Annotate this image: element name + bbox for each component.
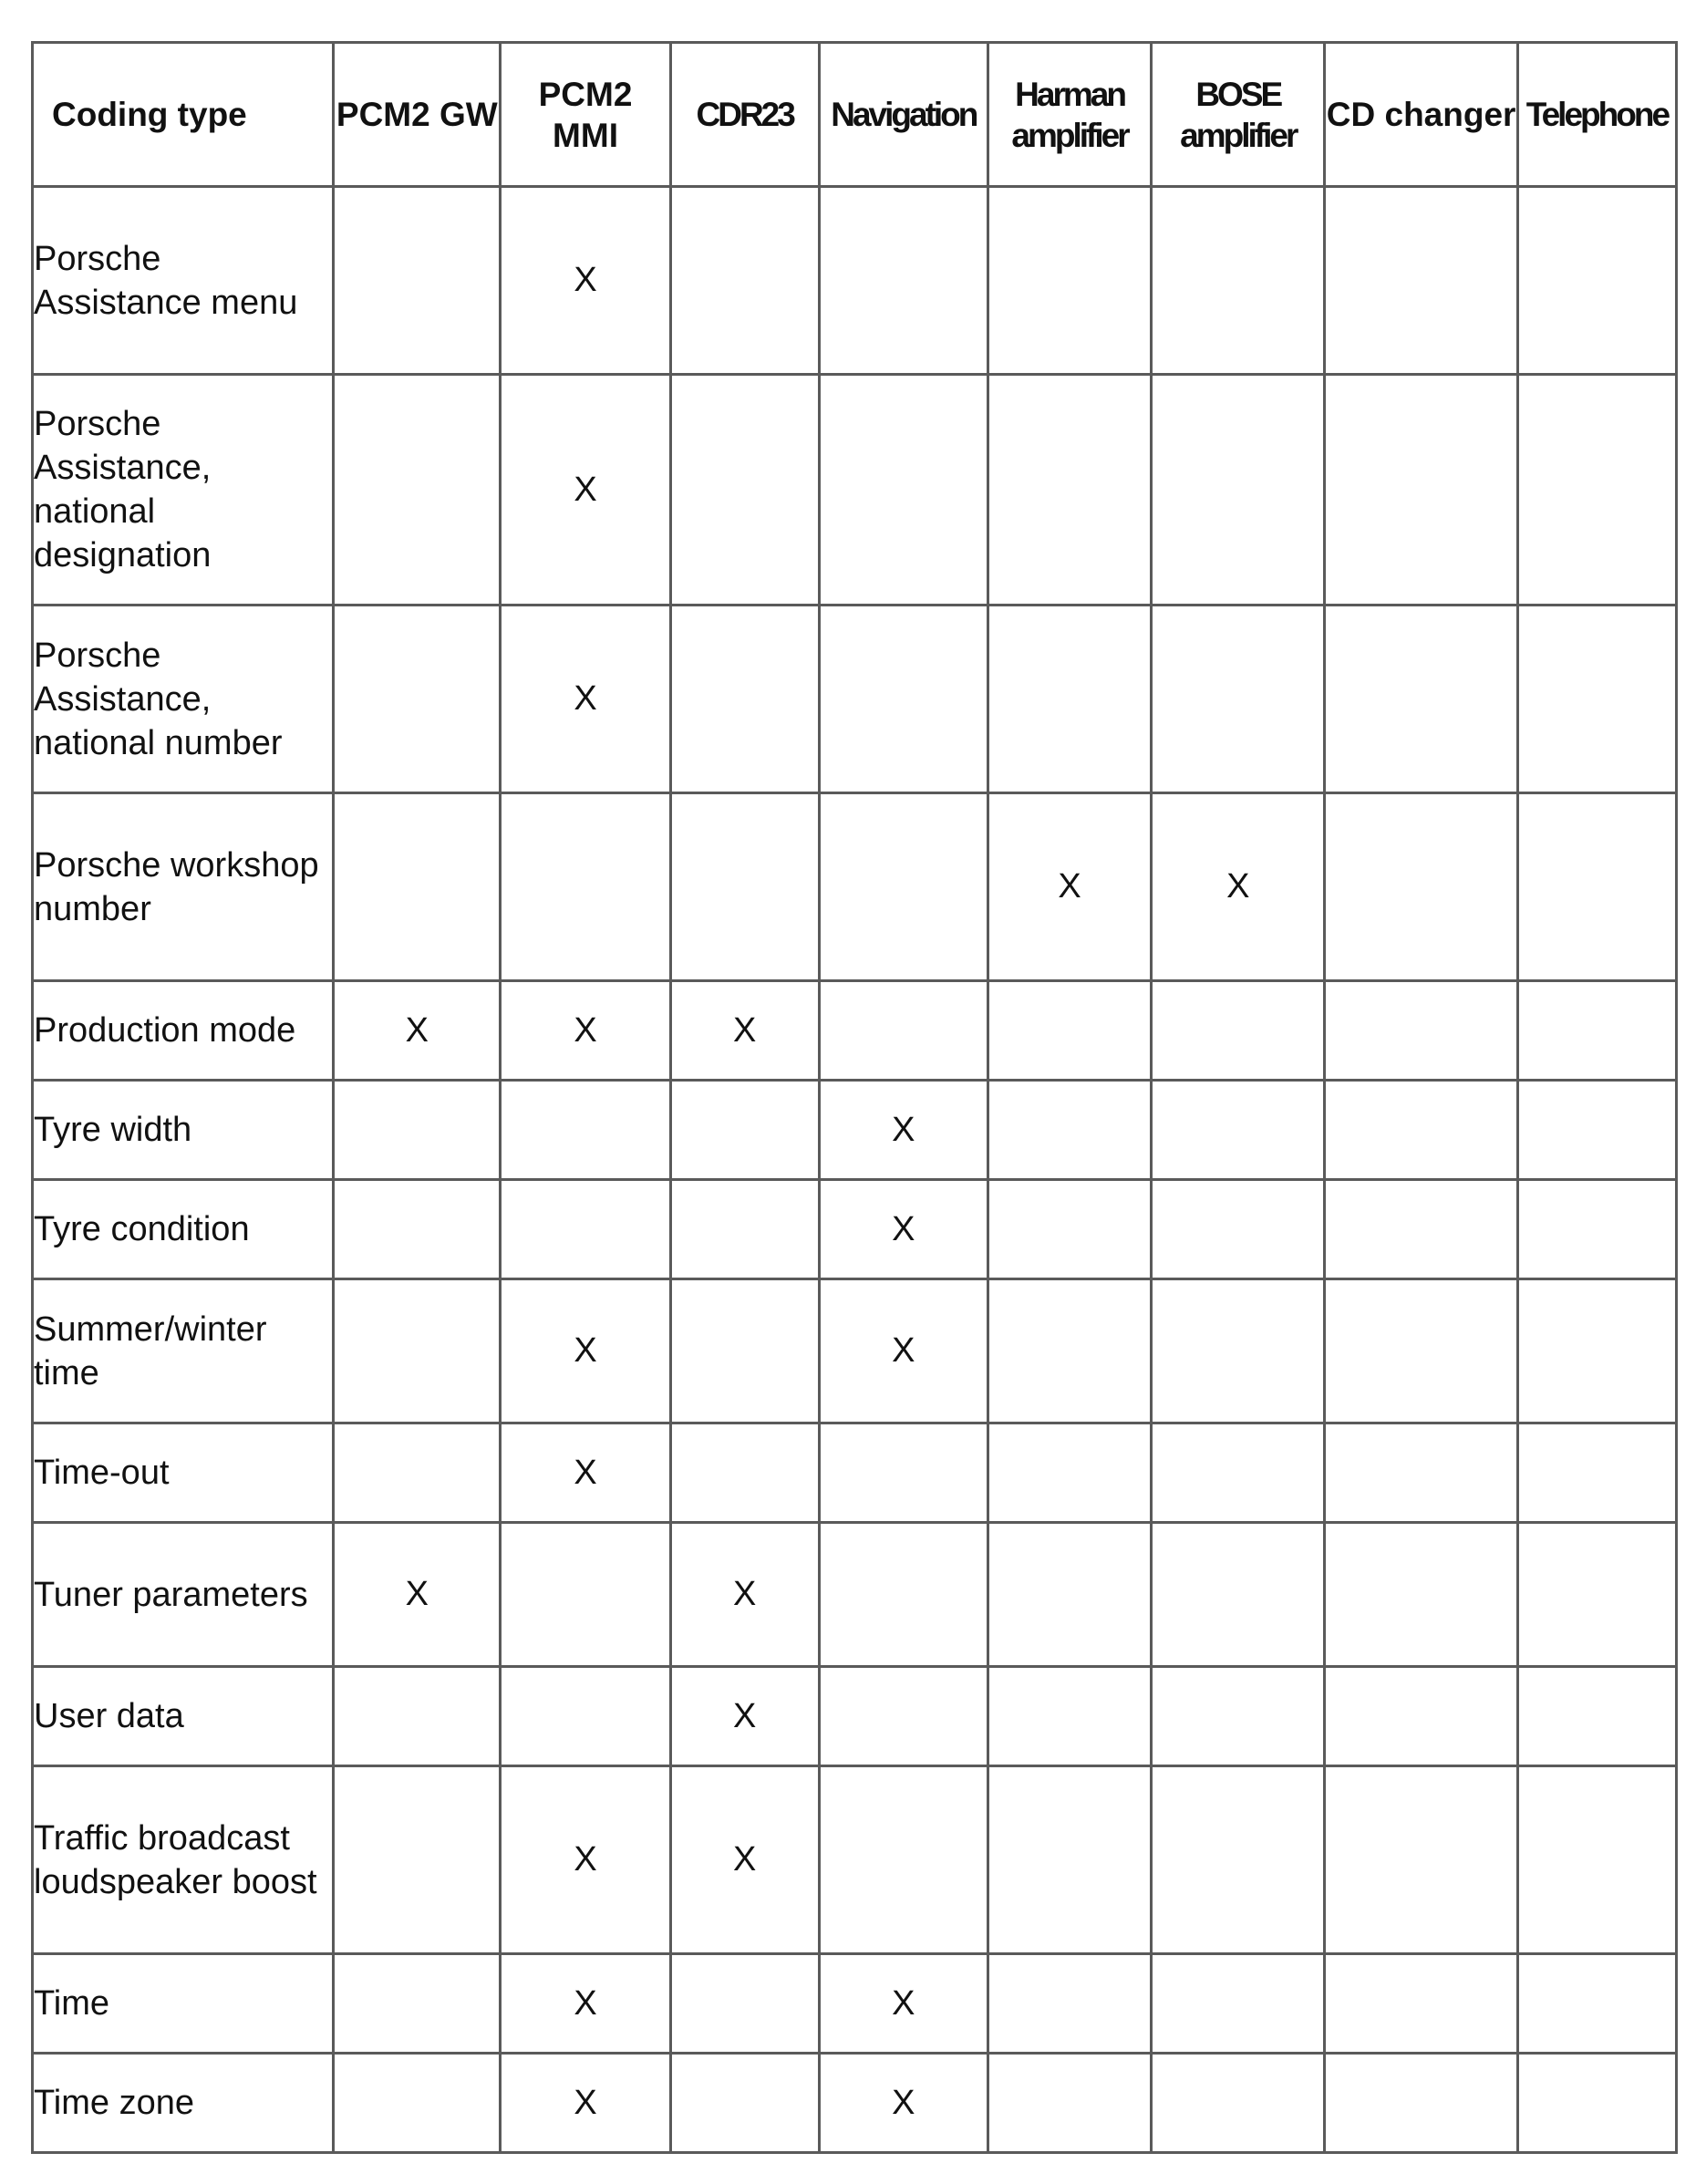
pcm2-mmi-cell: X — [501, 2054, 670, 2153]
harman-amplifier-cell — [988, 1766, 1151, 1954]
telephone-cell — [1517, 606, 1676, 793]
table-row — [33, 1279, 1677, 1423]
harman-amplifier-cell: X — [988, 793, 1151, 981]
navigation-cell — [819, 793, 988, 981]
pcm2-gw-cell — [334, 793, 501, 981]
bose-amplifier-cell — [1152, 1523, 1325, 1667]
bose-amplifier-cell — [1152, 187, 1325, 375]
header-cd-changer: CD changer — [1325, 43, 1517, 187]
pcm2-mmi-cell: X — [501, 1954, 670, 2054]
harman-amplifier-cell — [988, 1667, 1151, 1766]
cd-changer-cell — [1325, 375, 1517, 606]
cd-changer-cell — [1325, 187, 1517, 375]
harman-amplifier-cell — [988, 1279, 1151, 1423]
bose-amplifier-cell — [1152, 1766, 1325, 1954]
pcm2-gw-cell — [334, 187, 501, 375]
bose-amplifier-cell: X — [1152, 793, 1325, 981]
header-coding-type: Coding type — [33, 43, 334, 187]
table-row — [33, 1423, 1677, 1523]
pcm2-mmi-cell: X — [501, 375, 670, 606]
coding-type-cell: Porsche Assistance, national designation — [33, 375, 334, 606]
cdr23-cell — [670, 1180, 819, 1279]
header-pcm2-mmi: PCM2 MMI — [501, 43, 670, 187]
pcm2-gw-cell — [334, 375, 501, 606]
cdr23-cell — [670, 1081, 819, 1180]
pcm2-gw-cell: X — [334, 981, 501, 1081]
pcm2-mmi-cell — [501, 1523, 670, 1667]
pcm2-mmi-cell: X — [501, 1423, 670, 1523]
cdr23-cell — [670, 187, 819, 375]
telephone-cell — [1517, 1667, 1676, 1766]
coding-type-cell: Time-out — [33, 1423, 334, 1523]
cdr23-cell — [670, 793, 819, 981]
header-telephone: Telephone — [1517, 43, 1676, 187]
bose-amplifier-cell — [1152, 1423, 1325, 1523]
table-row — [33, 1954, 1677, 2054]
bose-amplifier-cell — [1152, 1667, 1325, 1766]
table-row — [33, 1667, 1677, 1766]
telephone-cell — [1517, 2054, 1676, 2153]
harman-amplifier-cell — [988, 375, 1151, 606]
pcm2-mmi-cell — [501, 1081, 670, 1180]
coding-type-cell: Porsche Assistance menu — [33, 187, 334, 375]
coding-type-cell: Tyre width — [33, 1081, 334, 1180]
navigation-cell — [819, 981, 988, 1081]
pcm2-gw-cell — [334, 1667, 501, 1766]
table-row — [33, 606, 1677, 793]
coding-type-cell: Tyre condition — [33, 1180, 334, 1279]
cdr23-cell: X — [670, 981, 819, 1081]
header-bose-amplifier: BOSE amplifier — [1152, 43, 1325, 187]
navigation-cell — [819, 375, 988, 606]
cd-changer-cell — [1325, 2054, 1517, 2153]
cd-changer-cell — [1325, 1081, 1517, 1180]
coding-type-cell: Tuner parameters — [33, 1523, 334, 1667]
cdr23-cell — [670, 606, 819, 793]
table-row — [33, 981, 1677, 1081]
bose-amplifier-cell — [1152, 2054, 1325, 2153]
cdr23-cell: X — [670, 1667, 819, 1766]
header-harman-amplifier: Harman amplifier — [988, 43, 1151, 187]
coding-type-table — [31, 41, 1678, 2154]
table-row — [33, 1766, 1677, 1954]
table-row — [33, 2054, 1677, 2153]
coding-type-cell: Traffic broadcast loudspeaker boost — [33, 1766, 334, 1954]
cdr23-cell — [670, 2054, 819, 2153]
harman-amplifier-cell — [988, 1180, 1151, 1279]
cd-changer-cell — [1325, 1523, 1517, 1667]
navigation-cell — [819, 1766, 988, 1954]
harman-amplifier-cell — [988, 2054, 1151, 2153]
bose-amplifier-cell — [1152, 1279, 1325, 1423]
telephone-cell — [1517, 1523, 1676, 1667]
navigation-cell: X — [819, 1081, 988, 1180]
cd-changer-cell — [1325, 1423, 1517, 1523]
cd-changer-cell — [1325, 1954, 1517, 2054]
pcm2-mmi-cell: X — [501, 606, 670, 793]
harman-amplifier-cell — [988, 1523, 1151, 1667]
table-row — [33, 1180, 1677, 1279]
bose-amplifier-cell — [1152, 606, 1325, 793]
cd-changer-cell — [1325, 1180, 1517, 1279]
harman-amplifier-cell — [988, 1423, 1151, 1523]
pcm2-mmi-cell: X — [501, 1766, 670, 1954]
telephone-cell — [1517, 1279, 1676, 1423]
telephone-cell — [1517, 1180, 1676, 1279]
coding-type-cell: Time — [33, 1954, 334, 2054]
cd-changer-cell — [1325, 981, 1517, 1081]
cdr23-cell — [670, 1954, 819, 2054]
pcm2-mmi-cell — [501, 1180, 670, 1279]
coding-type-cell: User data — [33, 1667, 334, 1766]
header-pcm2-gw: PCM2 GW — [334, 43, 501, 187]
pcm2-gw-cell — [334, 1279, 501, 1423]
coding-type-cell: Porsche workshop number — [33, 793, 334, 981]
pcm2-gw-cell: X — [334, 1523, 501, 1667]
pcm2-mmi-cell: X — [501, 1279, 670, 1423]
pcm2-mmi-cell: X — [501, 187, 670, 375]
pcm2-gw-cell — [334, 2054, 501, 2153]
header-navigation: Navigation — [819, 43, 988, 187]
cd-changer-cell — [1325, 1766, 1517, 1954]
telephone-cell — [1517, 1766, 1676, 1954]
pcm2-gw-cell — [334, 1954, 501, 2054]
cdr23-cell — [670, 1423, 819, 1523]
navigation-cell: X — [819, 1954, 988, 2054]
header-row — [33, 43, 1677, 187]
navigation-cell: X — [819, 1279, 988, 1423]
bose-amplifier-cell — [1152, 375, 1325, 606]
bose-amplifier-cell — [1152, 981, 1325, 1081]
pcm2-mmi-cell — [501, 793, 670, 981]
bose-amplifier-cell — [1152, 1180, 1325, 1279]
coding-type-cell: Time zone — [33, 2054, 334, 2153]
pcm2-gw-cell — [334, 606, 501, 793]
pcm2-mmi-cell — [501, 1667, 670, 1766]
pcm2-gw-cell — [334, 1081, 501, 1180]
telephone-cell — [1517, 375, 1676, 606]
navigation-cell — [819, 606, 988, 793]
coding-type-cell: Production mode — [33, 981, 334, 1081]
coding-type-cell: Summer/winter time — [33, 1279, 334, 1423]
bose-amplifier-cell — [1152, 1954, 1325, 2054]
table-row — [33, 793, 1677, 981]
cdr23-cell — [670, 375, 819, 606]
navigation-cell: X — [819, 1180, 988, 1279]
telephone-cell — [1517, 793, 1676, 981]
telephone-cell — [1517, 1423, 1676, 1523]
cdr23-cell: X — [670, 1766, 819, 1954]
table-row — [33, 375, 1677, 606]
harman-amplifier-cell — [988, 981, 1151, 1081]
table-row — [33, 1523, 1677, 1667]
pcm2-gw-cell — [334, 1423, 501, 1523]
cdr23-cell: X — [670, 1523, 819, 1667]
cdr23-cell — [670, 1279, 819, 1423]
pcm2-gw-cell — [334, 1766, 501, 1954]
pcm2-gw-cell — [334, 1180, 501, 1279]
pcm2-mmi-cell: X — [501, 981, 670, 1081]
navigation-cell — [819, 187, 988, 375]
cd-changer-cell — [1325, 793, 1517, 981]
navigation-cell — [819, 1523, 988, 1667]
table-row — [33, 1081, 1677, 1180]
bose-amplifier-cell — [1152, 1081, 1325, 1180]
coding-type-cell: Porsche Assistance, national number — [33, 606, 334, 793]
telephone-cell — [1517, 981, 1676, 1081]
harman-amplifier-cell — [988, 606, 1151, 793]
navigation-cell — [819, 1667, 988, 1766]
harman-amplifier-cell — [988, 187, 1151, 375]
navigation-cell: X — [819, 2054, 988, 2153]
telephone-cell — [1517, 187, 1676, 375]
telephone-cell — [1517, 1081, 1676, 1180]
cd-changer-cell — [1325, 606, 1517, 793]
harman-amplifier-cell — [988, 1081, 1151, 1180]
header-cdr23: CDR23 — [670, 43, 819, 187]
table-row — [33, 187, 1677, 375]
cd-changer-cell — [1325, 1279, 1517, 1423]
telephone-cell — [1517, 1954, 1676, 2054]
navigation-cell — [819, 1423, 988, 1523]
harman-amplifier-cell — [988, 1954, 1151, 2054]
cd-changer-cell — [1325, 1667, 1517, 1766]
